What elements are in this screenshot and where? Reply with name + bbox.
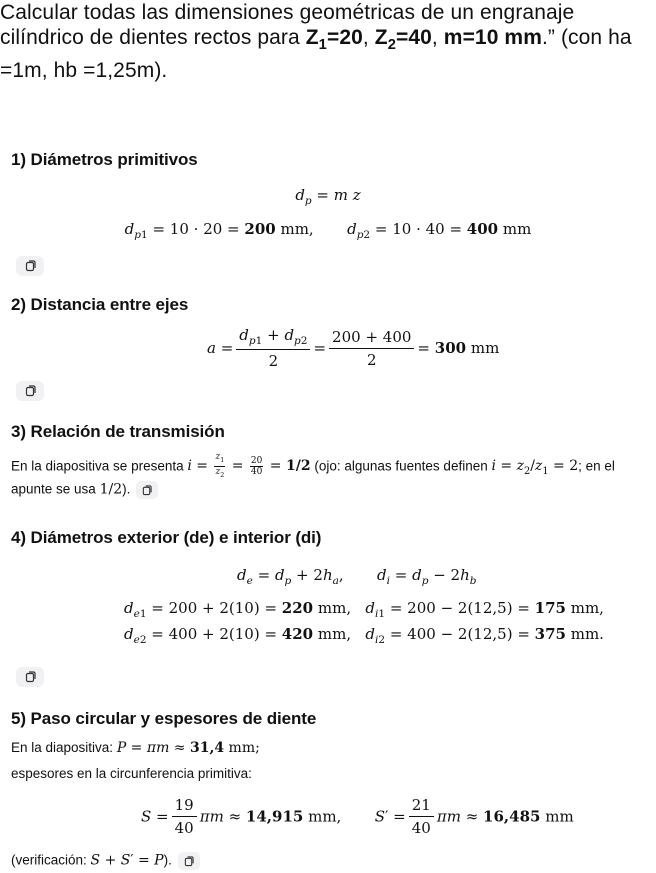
copy-icon: [25, 385, 36, 397]
section-5-text-line-1: En la diapositiva: P = πm ≈ 31,4 mm;: [11, 740, 260, 756]
section-5-title: 5) Paso circular y espesores de diente: [11, 709, 317, 728]
formula-dp-values: $d_{p1} = 10 \cdot 20 = 200$ mm, $d_{p2} = 10 \cdot 40 = 400$ mm: [124, 220, 532, 241]
section-3-title: 3) Relación de transmisión: [11, 422, 225, 441]
formula-center-distance: a = $\frac{d_{p1} + d_{p2}}{2}$ = $\frac{200 + 400}{2}$ = 300 mm: [207, 326, 500, 370]
copy-icon: [25, 260, 36, 272]
copy-icon: [142, 485, 152, 496]
formula-thickness: S = $\frac{19}{40}$ πm ≈ 14,915 mm, S′ = $\frac{21}{40}$ πm ≈ 16,485 mm: [141, 796, 574, 837]
intro-text: Calcular todas las dimensiones geométricas de un engranaje cilíndrico de dientes rectos para: [0, 1, 575, 49]
copy-button[interactable]: [178, 852, 200, 870]
section-1-title: 1) Diámetros primitivos: [11, 150, 198, 169]
section-4-title: 4) Diámetros exterior (de) e interior (di): [11, 528, 322, 547]
formula-de2-di2: $d_{e2} = 400 + 2(10) = 420$ mm, $d_{i2} = 400 - 2(12,5) = 375$ mm.: [124, 625, 604, 646]
copy-button[interactable]: [136, 481, 158, 499]
copy-button[interactable]: [16, 256, 44, 276]
formula-dp: $d_p = m$ z: [295, 186, 361, 207]
copy-button[interactable]: [16, 667, 44, 687]
copy-button[interactable]: [16, 381, 44, 401]
z1-value: $Z_1=20$: [305, 26, 363, 54]
copy-icon: [184, 856, 194, 867]
intro-text-end: .” (con ha =1m, hb =1,25m).: [0, 26, 632, 83]
section-3-text-line-2: apunte se usa 1/2).: [11, 481, 158, 499]
section-5-verification: (verificación: S + S′ = P).: [11, 852, 200, 870]
section-5-text-line-2: espesores en la circunferencia primitiva:: [11, 766, 252, 781]
copy-icon: [25, 671, 36, 683]
section-3-text-line-1: En la diapositiva se presenta i = $\frac{z_1}{z_2}$ = $\frac{20}{40}$ = 1/2 (ojo: algunas fuentes definen $i = z_2/z_1 = 2$; en el: [11, 452, 615, 479]
section-2-title: 2) Distancia entre ejes: [11, 295, 189, 314]
intro-paragraph: Calcular todas las dimensiones geométricas de un engranaje cilíndrico de dientes rectos para $Z_1=20$, $Z_2=40$, m=10 mm.” (con ha =1m, hb =1,25m).: [0, 1, 632, 83]
z2-value: $Z_2=40$: [374, 26, 432, 54]
module-value: m=10 mm: [443, 26, 542, 49]
formula-de1-di1: $d_{e1} = 200 + 2(10) = 220$ mm, $d_{i1} = 200 - 2(12,5) = 175$ mm,: [124, 599, 604, 620]
formula-de-di: $d_e = d_p + 2h_a$, $d_i = d_p - 2h_b$: [237, 566, 477, 587]
